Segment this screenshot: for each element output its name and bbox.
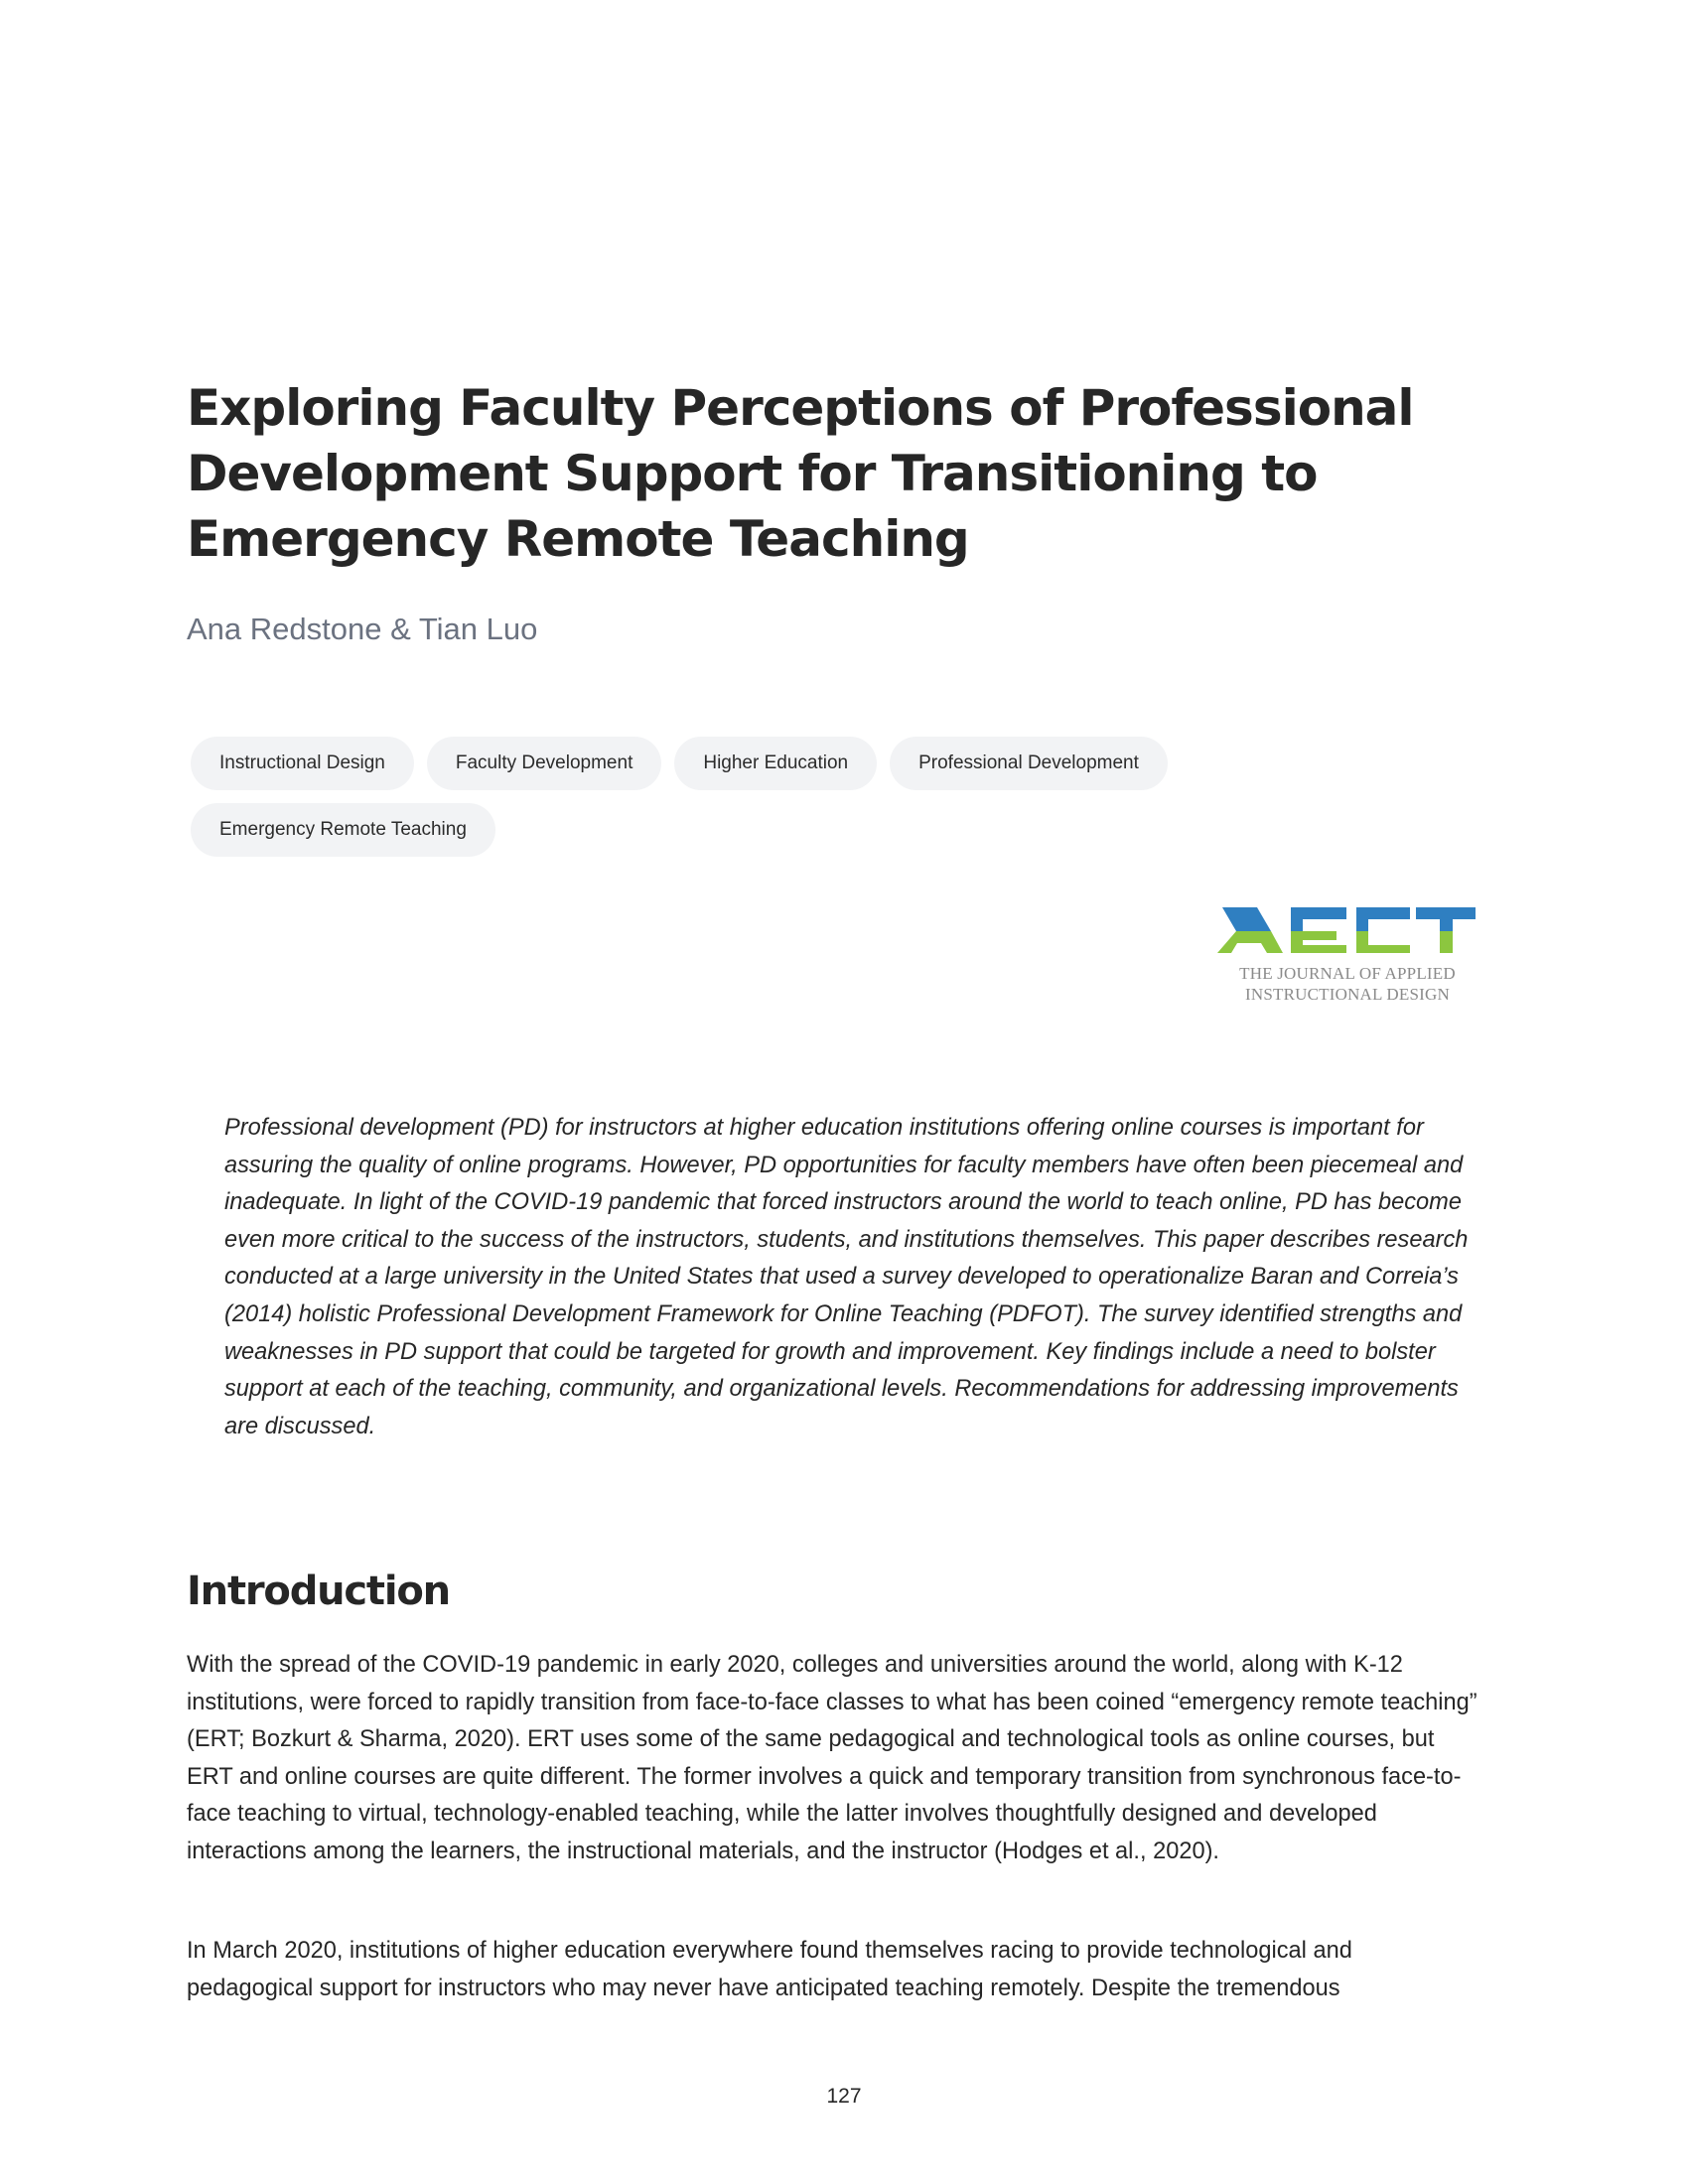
body-paragraph: With the spread of the COVID-19 pandemic in early 2020, colleges and universities around the world, along with K-12 institutions, were forced to rapidly transition from face-to-face classes to what has been coined “emergency remote teaching” (ERT; Bozkurt & Sharma, 2020). ERT uses some of the same pedagogical and technological tools as online courses, but ERT and online courses are quite different. The former involves a quick and temporary transition from synchronous face-to-face teaching to virtual, technology-enabled teaching, while the latter involves thoughtfully designed and developed interactions among the learners, the instructional materials, and the instructor (Hodges et al., 2020). [187, 1652, 1477, 1864]
page-number: 127 [826, 2085, 862, 2108]
section-heading: Introduction [187, 1569, 450, 1614]
keyword-tag[interactable]: Emergency Remote Teaching [191, 803, 495, 857]
keyword-tag[interactable]: Professional Development [890, 737, 1168, 790]
keyword-tag[interactable]: Faculty Development [427, 737, 661, 790]
article-authors: Ana Redstone & Tian Luo [187, 612, 538, 646]
logo-subtitle [1217, 963, 1477, 1005]
aect-logo-icon [1217, 901, 1477, 961]
body-paragraph: In March 2020, institutions of higher education everywhere found themselves racing to provide technological and pedagogical support for instructors who may never have anticipated teaching remotely. Despite the tremendous [187, 1938, 1352, 2001]
logo-subtitle-line: INSTRUCTIONAL DESIGN [1245, 985, 1450, 1004]
journal-logo [1217, 901, 1477, 1011]
logo-subtitle-line: THE JOURNAL OF APPLIED [1239, 964, 1456, 983]
keyword-tag[interactable]: Instructional Design [191, 737, 414, 790]
keyword-tag[interactable]: Higher Education [674, 737, 877, 790]
article-title: Exploring Faculty Perceptions of Professional Development Support for Transitioning to Emergency Remote Teaching [187, 379, 1414, 568]
abstract-text: Professional development (PD) for instructors at higher education institutions offering online courses is important for assuring the quality of online programs. However, PD opportunities for faculty members have often been piecemeal and inadequate. In light of the COVID-19 pandemic that forced instructors around the world to teach online, PD has become even more critical to the success of the instructors, students, and institutions themselves. This paper describes research conducted at a large university in the United States that used a survey developed to operationalize Baran and Correia’s (2014) holistic Professional Development Framework for Online Teaching (PDFOT). The survey identified strengths and weaknesses in PD support that could be targeted for growth and improvement. Key findings include a need to bolster support at each of the teaching, community, and organizational levels. Recommendations for addressing improvements are discussed. [224, 1115, 1469, 1439]
keyword-tags [191, 737, 1243, 857]
